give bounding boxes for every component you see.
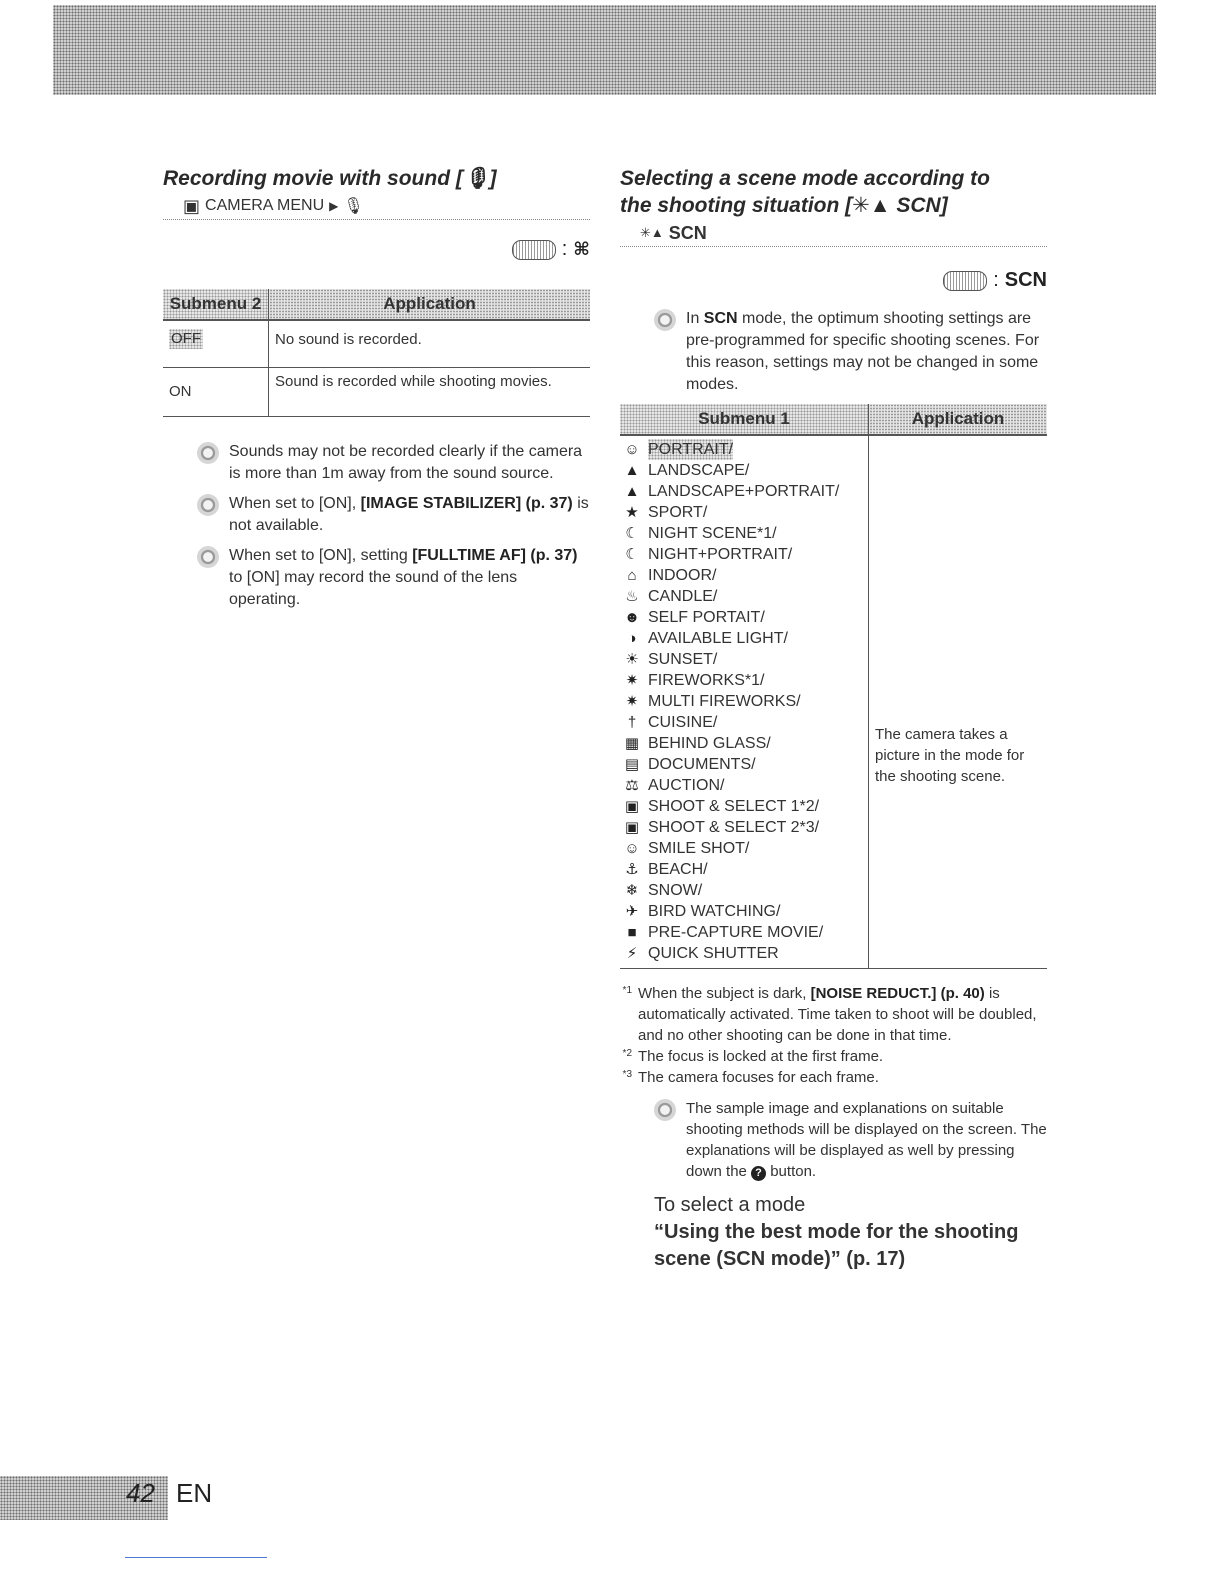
scene-icon: ✳▲ bbox=[640, 225, 664, 240]
bottom-rule bbox=[125, 1557, 267, 1558]
note-icon bbox=[654, 309, 676, 331]
movie-mode-icon: ⌘ bbox=[573, 239, 590, 259]
scene-list-item bbox=[620, 712, 866, 733]
scene-icon: ▲ bbox=[624, 462, 640, 479]
scn-mode-label: SCN bbox=[1004, 269, 1047, 291]
scene-label: AVAILABLE LIGHT/ bbox=[648, 630, 788, 647]
option-off: OFF bbox=[171, 330, 201, 347]
scene-list-item bbox=[620, 775, 866, 796]
microphone-icon: 🎙 bbox=[462, 167, 490, 190]
scene-label: SHOOT & SELECT 1*2/ bbox=[648, 798, 820, 815]
scene-list-item bbox=[620, 607, 866, 628]
submenu1-table bbox=[620, 404, 1047, 969]
scene-list-item bbox=[620, 922, 866, 943]
note-item: When set to [ON], [IMAGE STABILIZER] (p. 37) is not available. bbox=[197, 493, 590, 537]
scene-list-item bbox=[620, 439, 866, 460]
help-note: The sample image and explanations on suitable shooting methods will be displayed on the screen. The explanations will be displayed as well by pressing down the ? button. bbox=[620, 1098, 1047, 1182]
scene-icon: ✷ bbox=[625, 693, 639, 710]
intro-note: In SCN mode, the optimum shooting settings are pre-programmed for specific shooting scenes. For this reason, settings may not be changed in some modes. bbox=[620, 308, 1047, 396]
scene-mode-icon: ✳▲ SCN bbox=[852, 194, 941, 217]
right-column bbox=[620, 165, 1047, 1273]
scene-label: CUISINE/ bbox=[648, 714, 718, 731]
scene-label: INDOOR/ bbox=[648, 567, 717, 584]
option-on: ON bbox=[163, 368, 269, 417]
table-header-submenu: Submenu 1 bbox=[620, 404, 869, 435]
scene-list-item bbox=[620, 817, 866, 838]
scene-label: PRE-CAPTURE MOVIE/ bbox=[648, 924, 824, 941]
scene-icon: ☀ bbox=[625, 651, 639, 668]
scene-icon: ♨ bbox=[625, 588, 639, 605]
scene-icon: ☾ bbox=[625, 546, 639, 563]
submenu2-table bbox=[163, 289, 590, 417]
note-item: Sounds may not be recorded clearly if the camera is more than 1m away from the sound source. bbox=[197, 441, 590, 485]
note-icon bbox=[197, 546, 219, 568]
note-icon bbox=[197, 494, 219, 516]
scene-label: SNOW/ bbox=[648, 882, 703, 899]
scene-list-item bbox=[620, 838, 866, 859]
arrow-right-icon: ▶ bbox=[329, 199, 339, 213]
footnotes bbox=[620, 983, 1047, 1088]
to-select-heading: To select a mode bbox=[654, 1194, 806, 1216]
scene-label: SMILE SHOT/ bbox=[648, 840, 750, 857]
application-description: The camera takes a picture in the mode for the shooting scene. bbox=[869, 435, 1048, 969]
section-title-scene-mode: Selecting a scene mode according to the shooting situation [✳▲ SCN] bbox=[620, 167, 990, 217]
scene-icon: ◑ bbox=[627, 630, 637, 647]
menu-path: ✳▲ SCN bbox=[620, 223, 1047, 247]
reference-block bbox=[620, 1192, 1047, 1273]
scene-icon: ✈ bbox=[625, 903, 639, 920]
footnote-item: *2 The focus is locked at the first frame. bbox=[622, 1048, 884, 1065]
scene-icon: ▤ bbox=[624, 756, 640, 773]
mode-indicator: : ⌘ bbox=[163, 238, 590, 261]
scene-label: MULTI FIREWORKS/ bbox=[648, 693, 801, 710]
reference-link[interactable]: “Using the best mode for the shooting scene (SCN mode)” (p. 17) bbox=[654, 1221, 1019, 1270]
page-number: 42 bbox=[126, 1478, 155, 1508]
scene-icon: ☺ bbox=[624, 441, 640, 458]
menu-path bbox=[163, 196, 590, 220]
option-on-description: Sound is recorded while shooting movies. bbox=[269, 368, 591, 417]
scene-icon: ❄ bbox=[625, 882, 639, 899]
mode-dial-icon bbox=[512, 240, 556, 260]
scene-list-item bbox=[620, 460, 866, 481]
scene-label: SPORT/ bbox=[648, 504, 708, 521]
scene-icon: ★ bbox=[625, 504, 639, 521]
scene-label: NIGHT+PORTRAIT/ bbox=[648, 546, 793, 563]
scene-icon: ▲ bbox=[624, 483, 640, 500]
scene-label: QUICK SHUTTER bbox=[648, 945, 779, 962]
scene-list-item bbox=[620, 733, 866, 754]
scene-label: SUNSET/ bbox=[648, 651, 718, 668]
section-title-movie-sound: Recording movie with sound [🎙] bbox=[163, 167, 497, 190]
mode-dial-icon bbox=[943, 271, 987, 291]
scene-icon: ☻ bbox=[624, 609, 640, 626]
scene-list-item bbox=[620, 628, 866, 649]
mode-indicator: : SCN bbox=[620, 269, 1047, 292]
scene-list-item bbox=[620, 796, 866, 817]
scene-list bbox=[620, 439, 866, 964]
scene-list-item bbox=[620, 544, 866, 565]
scene-icon: ▣ bbox=[624, 798, 640, 815]
scene-label: SHOOT & SELECT 2*3/ bbox=[648, 819, 820, 836]
scene-icon: ✷ bbox=[625, 672, 639, 689]
scene-icon: ■ bbox=[627, 924, 637, 941]
scene-list-item bbox=[620, 481, 866, 502]
scene-label: FIREWORKS*1/ bbox=[648, 672, 765, 689]
scene-icon: ⌂ bbox=[627, 567, 637, 584]
footnote-item: *3 The camera focuses for each frame. bbox=[622, 1069, 879, 1086]
scene-icon: ⚡ bbox=[626, 945, 638, 962]
scene-label: BEACH/ bbox=[648, 861, 708, 878]
scene-list-item bbox=[620, 691, 866, 712]
scene-list-item bbox=[620, 859, 866, 880]
scene-label: LANDSCAPE+PORTRAIT/ bbox=[648, 483, 840, 500]
table-header-application: Application bbox=[269, 289, 591, 320]
scene-icon: † bbox=[627, 714, 637, 731]
page-language: EN bbox=[176, 1478, 213, 1508]
scene-label: SELF PORTAIT/ bbox=[648, 609, 765, 626]
scene-icon: ▣ bbox=[624, 819, 640, 836]
table-row bbox=[620, 435, 1047, 969]
header-banner bbox=[53, 5, 1156, 95]
scene-label: PORTRAIT/ bbox=[648, 441, 734, 458]
scene-label: BEHIND GLASS/ bbox=[648, 735, 771, 752]
note-item: When set to [ON], setting [FULLTIME AF] (p. 37) to [ON] may record the sound of the lens operating. bbox=[197, 545, 590, 611]
table-row bbox=[163, 368, 590, 417]
scene-label: LANDSCAPE/ bbox=[648, 462, 750, 479]
scene-list-item bbox=[620, 670, 866, 691]
table-row bbox=[163, 320, 590, 368]
scene-label: NIGHT SCENE*1/ bbox=[648, 525, 777, 542]
scene-icon: ☾ bbox=[625, 525, 639, 542]
help-button-icon: ? bbox=[751, 1166, 766, 1181]
footnote-item: *1 When the subject is dark, [NOISE REDUCT.] (p. 40) is automatically activated. Time taken to shoot will be doubled, and no other shooting can be done in that time. bbox=[622, 985, 1037, 1044]
scene-icon: ☺ bbox=[624, 840, 640, 857]
scene-list-item bbox=[620, 754, 866, 775]
scene-list-item bbox=[620, 586, 866, 607]
scene-list-item bbox=[620, 880, 866, 901]
scene-list-item bbox=[620, 523, 866, 544]
table-header-application: Application bbox=[869, 404, 1048, 435]
note-icon bbox=[197, 442, 219, 464]
scene-list-item bbox=[620, 502, 866, 523]
table-header-submenu: Submenu 2 bbox=[163, 289, 269, 320]
notes-list bbox=[163, 441, 590, 611]
scene-list-item bbox=[620, 943, 866, 964]
left-column bbox=[163, 165, 590, 619]
scene-label: BIRD WATCHING/ bbox=[648, 903, 781, 920]
option-off-description: No sound is recorded. bbox=[269, 320, 591, 368]
scene-icon: ⚖ bbox=[625, 777, 639, 794]
microphone-icon: 🎙 bbox=[343, 198, 364, 215]
scene-list-item bbox=[620, 649, 866, 670]
scene-label: AUCTION/ bbox=[648, 777, 725, 794]
scene-label: DOCUMENTS/ bbox=[648, 756, 756, 773]
scene-list-item bbox=[620, 565, 866, 586]
note-icon bbox=[654, 1099, 676, 1121]
scene-icon: ⚓ bbox=[625, 861, 639, 878]
scene-icon: ▦ bbox=[624, 735, 640, 752]
scene-label: CANDLE/ bbox=[648, 588, 718, 605]
menu-path-camera-menu: CAMERA MENU bbox=[205, 197, 325, 214]
camera-icon: ▣ bbox=[183, 195, 201, 216]
scene-list-item bbox=[620, 901, 866, 922]
